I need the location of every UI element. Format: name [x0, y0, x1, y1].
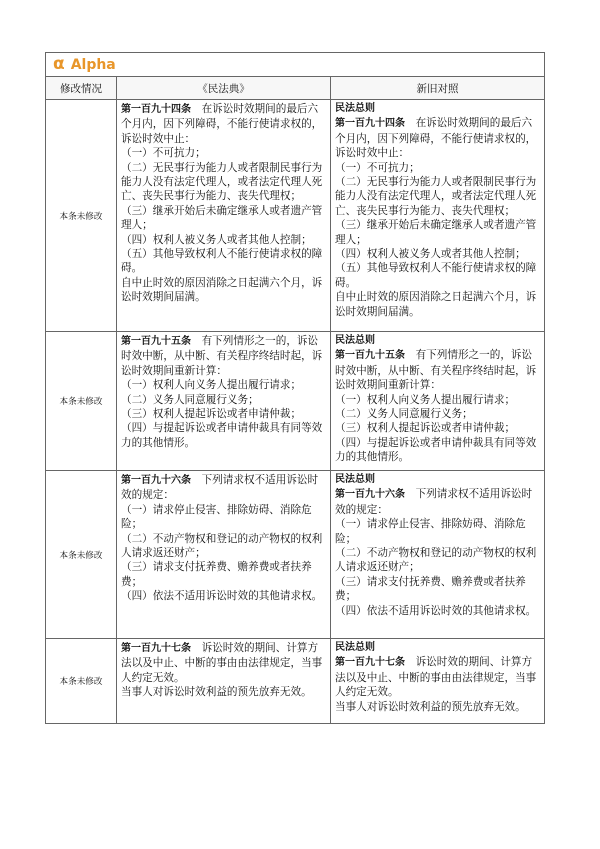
provision-text: （五）其他导致权利人不能行使请求权的障碍。: [121, 248, 323, 275]
provision-text: （四）权利人被义务人或者其他人控制；: [335, 248, 526, 261]
civil-code-cell: [117, 100, 331, 331]
header-comparison: 新旧对照: [416, 82, 459, 95]
provision-line: [335, 393, 541, 407]
provision-text: （三）请求支付抚养费、赡养费或者扶养费；: [121, 561, 312, 588]
article-number: 第一百九十七条: [335, 657, 405, 669]
alpha-logo-icon: α: [53, 54, 65, 74]
provision-text: 自中止时效的原因消除之日起满六个月，诉讼时效期间届满。: [335, 291, 537, 318]
provision-text: （一）请求停止侵害、排除妨碍、消除危险；: [335, 518, 526, 545]
provision-text: （一）不可抗力；: [335, 161, 420, 174]
table-row: [46, 471, 544, 639]
provision-line: [335, 175, 541, 218]
source-label: 民法总则: [335, 642, 375, 653]
provision-text: （四）与提起诉讼或者申请仲裁具有同等效力的其他情形。: [121, 422, 323, 449]
provision-line: [121, 378, 327, 392]
provision-text: （二）不动产物权和登记的动产物权的权利人请求返还财产；: [335, 547, 537, 574]
provision-line: [335, 247, 541, 261]
provision-text: （四）与提起诉讼或者申请仲裁具有同等效力的其他情形。: [335, 436, 537, 464]
provision-line: [335, 517, 541, 546]
provision-line: [335, 348, 541, 392]
provision-line: [121, 276, 327, 305]
table-row: [46, 100, 544, 332]
article-number: 第一百九十六条: [121, 475, 191, 486]
provision-line: [121, 421, 327, 450]
article-number: 第一百九十六条: [335, 489, 405, 501]
provision-text: 在诉讼时效期间的最后六个月内，因下列障碍，不能行使请求权的，诉讼时效中止：: [121, 103, 323, 145]
table-row: [46, 639, 544, 723]
provision-text: （二）不动产物权和登记的动产物权的权利人请求返还财产；: [121, 532, 323, 560]
comparison-cell: [331, 332, 544, 470]
comparison-cell: [331, 100, 544, 331]
status-cell: 本条未修改: [46, 100, 117, 331]
provision-line: [121, 233, 327, 247]
provision-text: （三）权利人提起诉讼或者申请仲裁；: [335, 422, 516, 435]
provision-line: [121, 641, 327, 685]
provision-line: [335, 116, 541, 160]
civil-code-cell: [117, 471, 331, 638]
comparison-cell: [331, 471, 544, 638]
provision-line: [335, 604, 541, 618]
status-cell: 本条未修改: [46, 471, 117, 638]
provision-text: （三）请求支付抚养费、赡养费或者扶养费；: [335, 575, 526, 603]
provision-text: 在诉讼时效期间的最后六个月内，因下列障碍，不能行使请求权的，诉讼时效中止：: [335, 117, 537, 160]
provision-line: [335, 487, 541, 517]
provision-text: 下列请求权不适用诉讼时效的规定：: [121, 474, 319, 502]
article-number: 第一百九十五条: [335, 350, 405, 362]
provision-text: （一）权利人向义务人提出履行请求；: [335, 393, 516, 406]
provision-text: 当事人对诉讼时效利益的预先放弃无效。: [335, 700, 526, 713]
provision-line: [121, 146, 327, 160]
source-label: 民法总则: [335, 335, 375, 346]
provision-line: [121, 247, 327, 276]
provision-text: （四）权利人被义务人或者其他人控制；: [121, 233, 312, 246]
provision-text: 下列请求权不适用诉讼时效的规定：: [335, 488, 533, 516]
provision-text: （一）请求停止侵害、排除妨碍、消除危险；: [121, 503, 312, 531]
provision-text: （三）继承开始后未确定继承人或者遗产管理人；: [121, 204, 323, 232]
provision-line: [335, 407, 541, 421]
article-number: 第一百九十四条: [335, 118, 405, 130]
brand-name: Alpha: [70, 56, 116, 73]
provision-line: [121, 473, 327, 503]
provision-line: [121, 204, 327, 233]
provision-line: [335, 655, 541, 699]
provision-text: （一）权利人向义务人提出履行请求；: [121, 379, 302, 392]
provision-line: [121, 102, 327, 146]
provision-text: （二）义务人同意履行义务；: [335, 408, 473, 421]
provision-text: （一）不可抗力；: [121, 147, 206, 160]
provision-text: （四）依法不适用诉讼时效的其他请求权。: [335, 604, 537, 617]
provision-text: 有下列情形之一的，诉讼时效中断，从中断、有关程序终结时起，诉讼时效期间重新计算：: [335, 349, 537, 392]
table-row: [46, 332, 544, 471]
header-status: 修改情况: [46, 77, 117, 99]
civil-code-cell: [117, 639, 331, 723]
provision-line: [335, 161, 541, 175]
provision-line: [121, 161, 327, 204]
provision-line: [335, 436, 541, 465]
brand-bar: [46, 53, 544, 77]
provision-line: [121, 334, 327, 378]
header-civil-code: 《民法典》: [117, 77, 331, 99]
provision-line: [121, 560, 327, 589]
article-number: 第一百九十七条: [121, 643, 191, 654]
provision-line: [121, 685, 327, 699]
provision-text: 诉讼时效的期间、计算方法以及中止、中断的事由由法律规定，当事人约定无效。: [335, 656, 537, 699]
comparison-table: [45, 52, 545, 724]
provision-text: （二）义务人同意履行义务；: [121, 393, 259, 406]
provision-line: [335, 421, 541, 435]
table-body: [46, 100, 544, 723]
status-cell: 本条未修改: [46, 639, 117, 723]
source-label: 民法总则: [335, 474, 375, 485]
provision-text: 有下列情形之一的，诉讼时效中断，从中断、有关程序终结时起，诉讼时效期间重新计算：: [121, 335, 323, 377]
provision-line: [335, 261, 541, 290]
provision-line: [335, 218, 541, 247]
status-cell: 本条未修改: [46, 332, 117, 470]
provision-text: （四）依法不适用诉讼时效的其他请求权。: [121, 590, 323, 603]
provision-line: [121, 503, 327, 532]
provision-line: [121, 393, 327, 407]
comparison-cell: [331, 639, 544, 723]
provision-text: 当事人对诉讼时效利益的预先放弃无效。: [121, 686, 312, 699]
article-number: 第一百九十五条: [121, 336, 191, 347]
provision-line: [121, 407, 327, 421]
provision-text: （三）权利人提起诉讼或者申请仲裁；: [121, 408, 302, 421]
provision-text: （五）其他导致权利人不能行使请求权的障碍。: [335, 262, 537, 289]
provision-text: （二）无民事行为能力人或者限制民事行为能力人没有法定代理人，或者法定代理人死亡、丧失民事行为能力、丧失代理权；: [335, 176, 537, 217]
provision-line: [121, 589, 327, 603]
table-header: [46, 77, 544, 100]
provision-line: [121, 532, 327, 561]
civil-code-cell: [117, 332, 331, 470]
article-number: 第一百九十四条: [121, 104, 191, 115]
provision-text: （二）无民事行为能力人或者限制民事行为能力人没有法定代理人，或者法定代理人死亡、丧失民事行为能力、丧失代理权；: [121, 161, 323, 203]
provision-line: [335, 290, 541, 319]
provision-text: 自中止时效的原因消除之日起满六个月，诉讼时效期间届满。: [121, 276, 323, 304]
provision-text: （三）继承开始后未确定继承人或者遗产管理人；: [335, 219, 537, 246]
provision-line: [335, 575, 541, 604]
provision-text: 诉讼时效的期间、计算方法以及中止、中断的事由由法律规定，当事人约定无效。: [121, 642, 323, 684]
provision-line: [335, 546, 541, 575]
source-label: 民法总则: [335, 103, 375, 114]
provision-line: [335, 700, 541, 714]
